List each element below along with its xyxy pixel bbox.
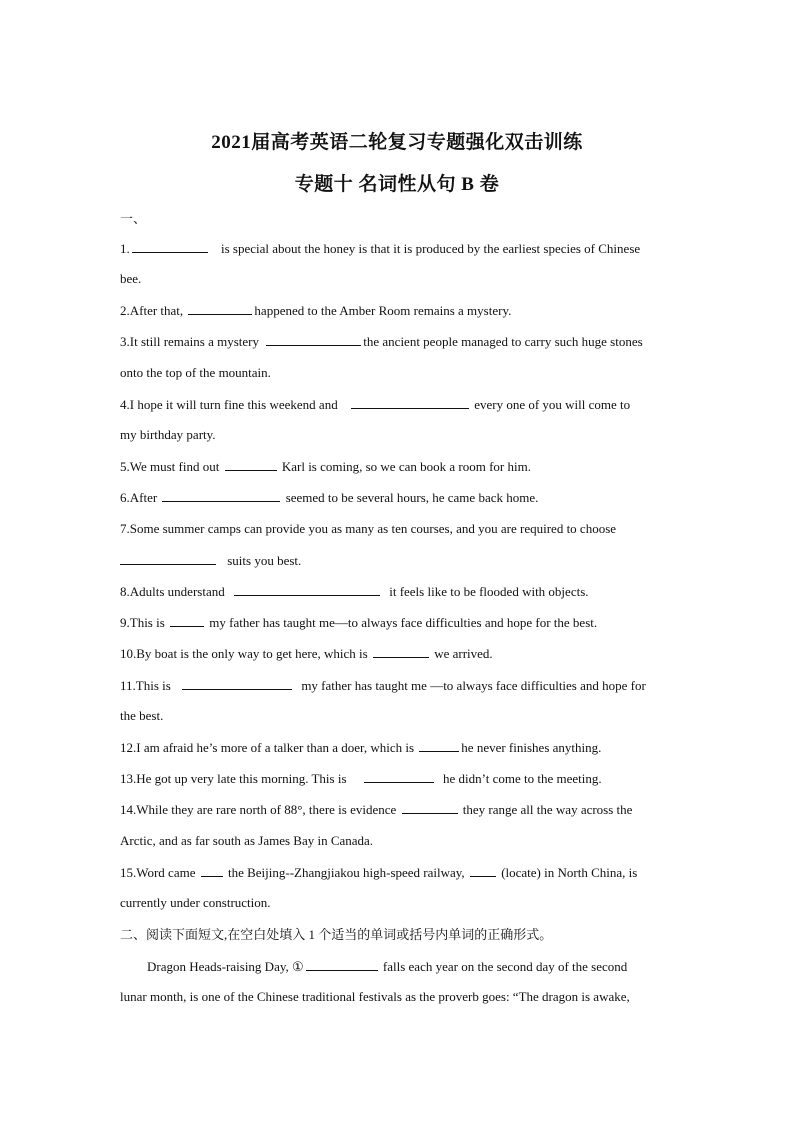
question-text: 15.Word came bbox=[120, 865, 196, 880]
question-13 bbox=[120, 770, 676, 787]
question-text: seemed to be several hours, he came back home. bbox=[285, 490, 539, 505]
answer-blank[interactable] bbox=[201, 864, 223, 877]
question-text: 10.By boat is the only way to get here, which is bbox=[120, 646, 368, 661]
question-7: 7.Some summer camps can provide you as many as ten courses, and you are required to choose bbox=[120, 521, 617, 536]
question-8 bbox=[120, 583, 676, 600]
passage-line-1 bbox=[147, 958, 669, 975]
passage-text: falls each year on the second day of the second bbox=[382, 959, 628, 974]
question-text: (locate) in North China, is bbox=[501, 865, 638, 880]
question-text: suits you best. bbox=[227, 553, 302, 568]
question-4-cont: my birthday party. bbox=[120, 427, 216, 442]
answer-blank[interactable] bbox=[470, 864, 496, 877]
answer-blank[interactable] bbox=[306, 958, 378, 971]
question-text: is special about the honey is that it is produced by the earliest species of Chinese bbox=[221, 241, 641, 256]
question-2 bbox=[120, 302, 676, 319]
page-subtitle: 专题十 名词性从句 B 卷 bbox=[294, 174, 500, 195]
answer-blank[interactable] bbox=[162, 489, 280, 502]
answer-blank[interactable] bbox=[120, 552, 216, 565]
question-9 bbox=[120, 614, 676, 631]
question-15 bbox=[120, 864, 676, 881]
question-text: 11.This is bbox=[120, 678, 171, 693]
question-text: 12.I am afraid he’s more of a talker than a doer, which is bbox=[120, 740, 415, 755]
passage-line-2: lunar month, is one of the Chinese traditional festivals as the proverb goes: “The dragon is awake, bbox=[120, 989, 630, 1004]
question-text: 5.We must find out bbox=[120, 459, 220, 474]
question-text: 14.While they are rare north of 88°, there is evidence bbox=[120, 802, 397, 817]
question-4 bbox=[120, 396, 676, 413]
question-text: 3.It still remains a mystery bbox=[120, 334, 260, 349]
answer-blank[interactable] bbox=[182, 677, 292, 690]
answer-blank[interactable] bbox=[419, 739, 459, 752]
answer-blank[interactable] bbox=[170, 614, 204, 627]
answer-blank[interactable] bbox=[266, 333, 361, 346]
question-15-cont: currently under construction. bbox=[120, 895, 271, 910]
page-title: 2021届高考英语二轮复习专题强化双击训练 bbox=[211, 132, 583, 153]
question-3 bbox=[120, 333, 676, 350]
question-11-cont: the best. bbox=[120, 708, 164, 723]
question-12 bbox=[120, 739, 676, 756]
question-text: he didn’t come to the meeting. bbox=[443, 771, 602, 786]
question-1 bbox=[120, 240, 676, 257]
question-10 bbox=[120, 645, 676, 662]
question-text: 4.I hope it will turn fine this weekend and bbox=[120, 397, 338, 412]
question-3-cont: onto the top of the mountain. bbox=[120, 365, 271, 380]
question-text: 9.This is bbox=[120, 615, 165, 630]
question-text: 1. bbox=[120, 241, 130, 256]
answer-blank[interactable] bbox=[351, 396, 469, 409]
question-text: 8.Adults understand bbox=[120, 584, 225, 599]
question-5 bbox=[120, 458, 676, 475]
question-text: Karl is coming, so we can book a room for him. bbox=[281, 459, 531, 474]
question-6 bbox=[120, 489, 676, 506]
question-text: 2.After that, bbox=[120, 303, 184, 318]
passage-text: Dragon Heads-raising Day, ① bbox=[147, 959, 304, 974]
question-text: happened to the Amber Room remains a mystery. bbox=[254, 303, 512, 318]
question-text: my father has taught me—to always face difficulties and hope for the best. bbox=[209, 615, 598, 630]
question-text: the Beijing--Zhangjiakou high-speed railway, bbox=[227, 865, 465, 880]
question-text: we arrived. bbox=[434, 646, 493, 661]
question-text: every one of you will come to bbox=[474, 397, 631, 412]
question-11 bbox=[120, 677, 676, 694]
question-7-cont bbox=[120, 552, 676, 569]
question-text: they range all the way across the bbox=[462, 802, 633, 817]
answer-blank[interactable] bbox=[234, 583, 380, 596]
answer-blank[interactable] bbox=[132, 240, 208, 253]
question-text: my father has taught me —to always face difficulties and hope for bbox=[301, 678, 646, 693]
section2-heading: 二、阅读下面短文,在空白处填入 1 个适当的单词或括号内单词的正确形式。 bbox=[120, 927, 553, 942]
answer-blank[interactable] bbox=[364, 770, 434, 783]
question-text: it feels like to be flooded with objects. bbox=[389, 584, 589, 599]
answer-blank[interactable] bbox=[225, 458, 277, 471]
question-text: he never finishes anything. bbox=[461, 740, 602, 755]
question-text: 13.He got up very late this morning. This is bbox=[120, 771, 347, 786]
question-text: 6.After bbox=[120, 490, 158, 505]
question-text: the ancient people managed to carry such huge stones bbox=[363, 334, 643, 349]
answer-blank[interactable] bbox=[402, 801, 458, 814]
question-14-cont: Arctic, and as far south as James Bay in Canada. bbox=[120, 833, 374, 848]
question-1-cont: bee. bbox=[120, 271, 142, 286]
question-14 bbox=[120, 801, 676, 818]
section1-heading: 一、 bbox=[120, 211, 147, 226]
answer-blank[interactable] bbox=[188, 302, 252, 315]
answer-blank[interactable] bbox=[373, 645, 429, 658]
